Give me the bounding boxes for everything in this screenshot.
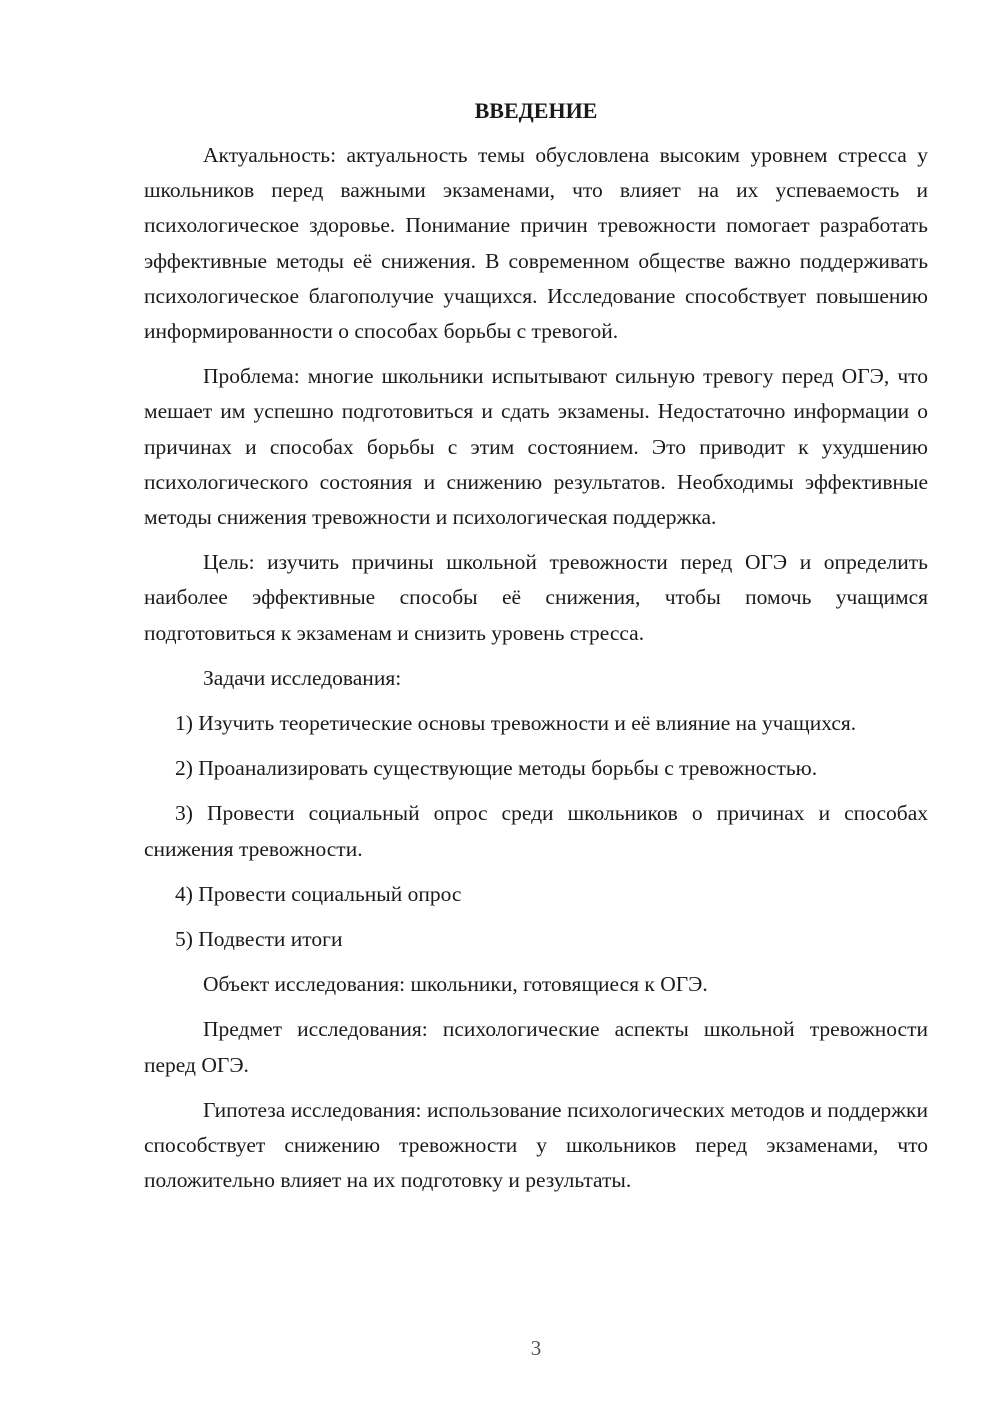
paragraph-subject: Предмет исследования: психологические аспекты школьной тревожности перед ОГЭ. <box>144 1017 928 1077</box>
task-item-5: 5) Подвести итоги <box>175 927 343 952</box>
document-title: ВВЕДЕНИЕ <box>474 98 598 123</box>
paragraph-object: Объект исследования: школьники, готовящиеся к ОГЭ. <box>203 972 708 997</box>
paragraph-hypothesis: Гипотеза исследования: использование психологических методов и поддержки способствует снижению тревожности у школьников перед экзаменами, что положительно влияет на их подготовку и результаты. <box>144 1097 928 1193</box>
task-item-4: 4) Провести социальный опрос <box>175 881 462 906</box>
paragraph-goal: Цель: изучить причины школьной тревожности перед ОГЭ и определить наиболее эффективные способы её снижения, чтобы помочь учащимся подготовиться к экзаменам и снизить уровень стресса. <box>144 550 928 645</box>
document-page <box>144 96 928 1316</box>
task-item-2: 2) Проанализировать существующие методы борьбы с тревожностью. <box>175 756 818 781</box>
page-number: 3 <box>530 1336 542 1360</box>
paragraph-problem: Проблема: многие школьники испытывают сильную тревогу перед ОГЭ, что мешает им успешно подготовиться и сдать экзамены. Недостаточно информации о причинах и способах борьбы с этим состоянием. Это приводит к ухудшению психологического состояния и снижению результатов. Необходимы эффективные методы снижения тревожности и психологическая поддержка. <box>144 364 928 530</box>
task-item-1: 1) Изучить теоретические основы тревожности и её влияние на учащихся. <box>175 711 857 736</box>
paragraph-relevance: Актуальность: актуальность темы обусловлена высоким уровнем стресса у школьников перед важными экзаменами, что влияет на их успеваемость и психологическое здоровье. Понимание причин тревожности помогает разработать эффективные методы её снижения. В современном обществе важно поддерживать психологическое благополучие учащихся. Исследование способствует повышению информированности о способах борьбы с тревогой. <box>144 143 928 344</box>
task-item-3: 3) Провести социальный опрос среди школьников о причинах и способах снижения тревожности. <box>144 801 928 861</box>
paragraph-tasks-heading: Задачи исследования: <box>203 665 402 690</box>
